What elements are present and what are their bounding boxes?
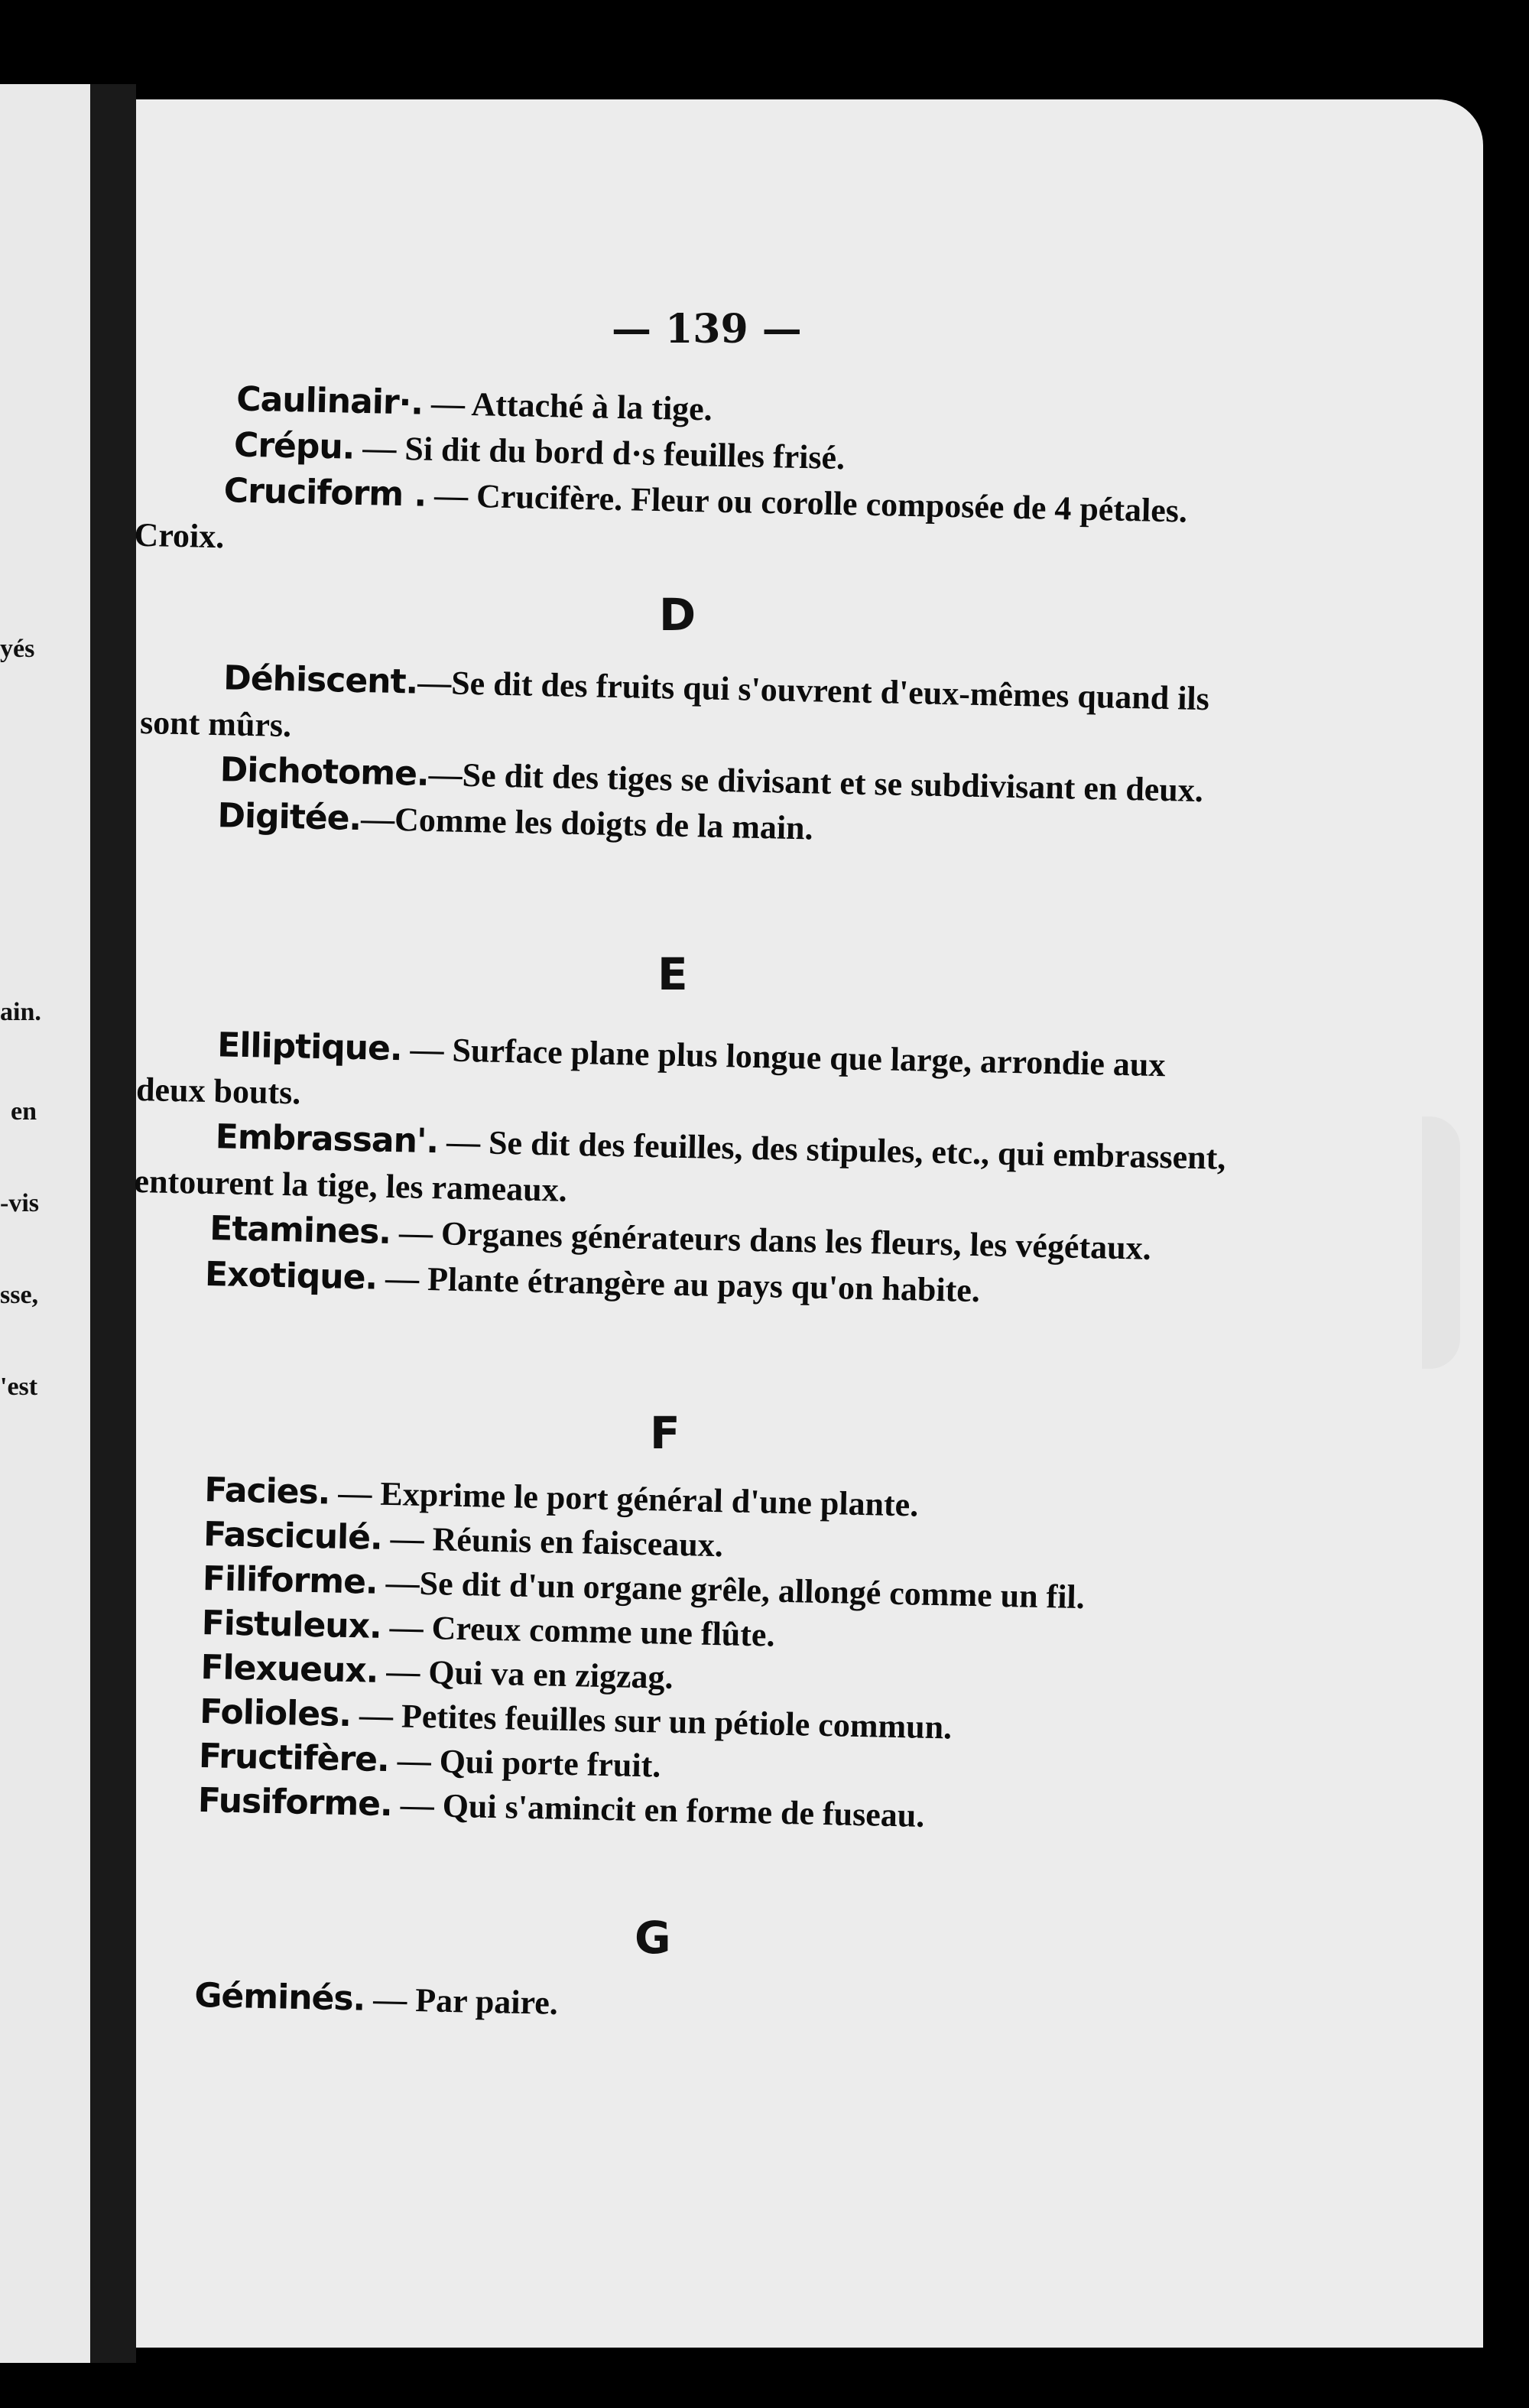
entry-term: Flexueux. xyxy=(200,1647,378,1691)
entry-definition: —Se dit d'un organe grêle, allongé comme un fil. xyxy=(377,1563,1086,1617)
entry-definition: — Exprime le port général d'une plante. xyxy=(329,1474,919,1524)
section-f xyxy=(197,1468,1305,1846)
entry-term: Fructifère. xyxy=(198,1736,390,1780)
book-gutter xyxy=(90,84,136,2363)
page-number: — 139 — xyxy=(612,306,802,353)
left-fragment: ain. xyxy=(0,998,41,1026)
section-d xyxy=(138,654,1242,860)
entry-term: Fistuleux. xyxy=(201,1603,382,1646)
left-fragment: -vis xyxy=(0,1189,39,1217)
left-fragment: en xyxy=(11,1097,37,1126)
section-e xyxy=(131,1021,1238,1319)
entry-definition: —Se dit des fruits qui s'ouvrent d'eux-mêmes quand ils sont mûrs. xyxy=(139,663,1210,745)
section-letter-f: F xyxy=(650,1407,680,1459)
entry-term: Déhiscent. xyxy=(222,658,418,702)
left-fragment: 'est xyxy=(0,1373,38,1401)
entry-term: Fasciculé. xyxy=(203,1514,383,1558)
entry-definition: — Qui s'amincit en forme de fuseau. xyxy=(391,1786,925,1834)
entry-definition: — Crucifère. Fleur ou corolle composée de 4 pétales. Croix. xyxy=(134,476,1188,556)
entry-definition: —Se dit des tiges se divisant et se subdivisant en deux. xyxy=(428,755,1204,810)
entry-definition: — Qui porte fruit. xyxy=(388,1741,661,1785)
entry-term: Embrassan'. xyxy=(215,1117,439,1162)
entry-definition: — Plante étrangère au pays qu'on habite. xyxy=(376,1259,981,1310)
entry-term: Crépu. xyxy=(233,425,355,467)
section-letter-g: G xyxy=(635,1912,671,1964)
entry-term: Elliptique. xyxy=(216,1025,403,1069)
entry-definition: — Petites feuilles sur un pétiole commun. xyxy=(350,1696,953,1747)
section-c xyxy=(134,375,1246,581)
entry-term: Exotique. xyxy=(204,1254,378,1298)
entry-definition: — Réunis en faisceaux. xyxy=(381,1519,724,1565)
left-fragment: yés xyxy=(0,635,35,663)
entry-term: Etamines. xyxy=(209,1209,391,1252)
entry-definition: — Se dit des feuilles, des stipules, etc., qui embrassent, entourent la tige, les rameaux. xyxy=(134,1123,1226,1209)
left-fragment: sse, xyxy=(0,1281,39,1309)
entry-term: Géminés. xyxy=(193,1975,365,2019)
entry-term: Digitée. xyxy=(217,796,362,839)
entry-term: Cruciform . xyxy=(223,471,427,515)
entry-definition: — Attaché à la tige. xyxy=(422,384,713,428)
section-letter-d: D xyxy=(659,589,696,641)
entry-definition: — Si dit du bord d·s feuilles frisé. xyxy=(353,428,846,477)
entry-definition: — Qui va en zigzag. xyxy=(377,1652,674,1696)
entry-term: Facies. xyxy=(203,1470,330,1513)
entry-term: Dichotome. xyxy=(219,750,430,794)
entry-definition: — Organes générateurs dans les fleurs, les végétaux. xyxy=(390,1213,1152,1267)
left-page-edge xyxy=(0,84,90,2363)
entry-term: Caulinair·. xyxy=(235,379,424,423)
entry-definition: — Creux comme une flûte. xyxy=(381,1607,776,1654)
entry-definition: — Surface plane plus longue que large, arrondie aux deux bouts. xyxy=(135,1030,1166,1112)
entry-term: Fusiforme. xyxy=(197,1780,393,1825)
entry-definition: — Par paire. xyxy=(364,1980,559,2022)
entry-term: Folioles. xyxy=(199,1691,352,1735)
page-tab xyxy=(1422,1116,1460,1369)
entry-term: Filiforme. xyxy=(202,1558,378,1602)
entry-definition: —Comme les doigts de la main. xyxy=(360,800,814,847)
section-letter-e: E xyxy=(657,948,688,1000)
